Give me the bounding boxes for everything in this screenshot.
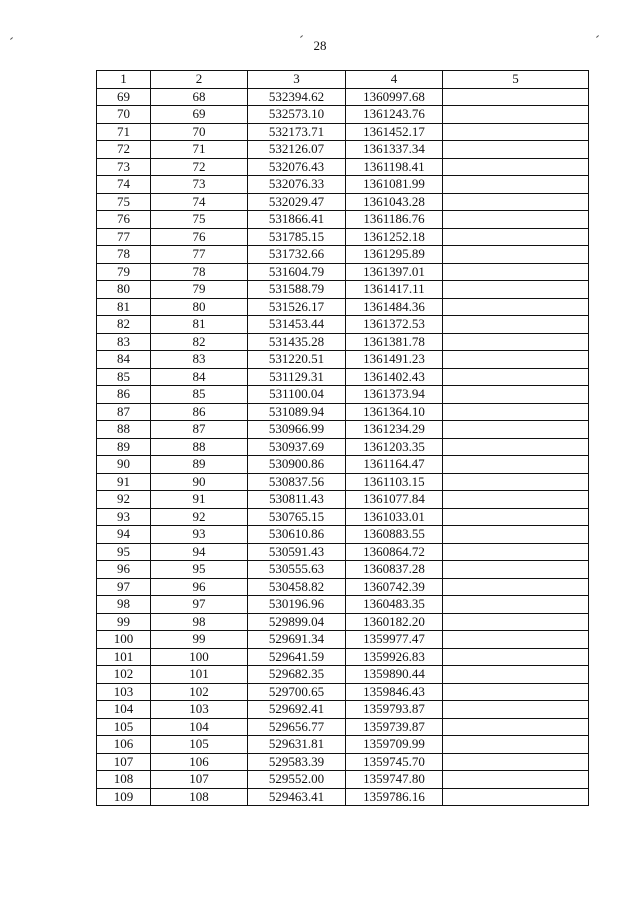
cell-note [443,246,589,264]
table-row [97,351,589,369]
table-row [97,456,589,474]
cell-previous-number: 81 [151,316,248,334]
table-row [97,228,589,246]
cell-point-number: 84 [97,351,151,369]
cell-point-number: 98 [97,596,151,614]
cell-y-coordinate: 1361103.15 [346,473,443,491]
cell-point-number: 79 [97,263,151,281]
cell-x-coordinate: 531435.28 [248,333,346,351]
table-row [97,298,589,316]
cell-y-coordinate: 1361484.36 [346,298,443,316]
column-header: 1 [97,71,151,89]
cell-point-number: 106 [97,736,151,754]
cell-note [443,368,589,386]
table-row [97,193,589,211]
cell-x-coordinate: 530900.86 [248,456,346,474]
cell-previous-number: 79 [151,281,248,299]
table-row [97,561,589,579]
cell-x-coordinate: 530555.63 [248,561,346,579]
table-row [97,141,589,159]
cell-note [443,141,589,159]
cell-y-coordinate: 1361337.34 [346,141,443,159]
cell-point-number: 90 [97,456,151,474]
coordinates-table [96,70,589,806]
cell-x-coordinate: 530765.15 [248,508,346,526]
cell-y-coordinate: 1361381.78 [346,333,443,351]
cell-y-coordinate: 1361043.28 [346,193,443,211]
cell-previous-number: 98 [151,613,248,631]
cell-y-coordinate: 1361364.10 [346,403,443,421]
cell-y-coordinate: 1359739.87 [346,718,443,736]
cell-y-coordinate: 1360864.72 [346,543,443,561]
cell-previous-number: 87 [151,421,248,439]
cell-x-coordinate: 531089.94 [248,403,346,421]
cell-y-coordinate: 1360997.68 [346,88,443,106]
cell-previous-number: 77 [151,246,248,264]
cell-point-number: 107 [97,753,151,771]
cell-point-number: 104 [97,701,151,719]
cell-point-number: 92 [97,491,151,509]
cell-y-coordinate: 1361164.47 [346,456,443,474]
cell-y-coordinate: 1361198.41 [346,158,443,176]
cell-y-coordinate: 1359745.70 [346,753,443,771]
cell-y-coordinate: 1360742.39 [346,578,443,596]
cell-x-coordinate: 530196.96 [248,596,346,614]
cell-note [443,718,589,736]
cell-y-coordinate: 1359977.47 [346,631,443,649]
cell-previous-number: 94 [151,543,248,561]
cell-y-coordinate: 1361203.35 [346,438,443,456]
cell-note [443,386,589,404]
cell-x-coordinate: 531100.04 [248,386,346,404]
table-row [97,211,589,229]
cell-note [443,753,589,771]
table-row [97,648,589,666]
cell-point-number: 80 [97,281,151,299]
cell-previous-number: 90 [151,473,248,491]
cell-y-coordinate: 1361397.01 [346,263,443,281]
table-row [97,718,589,736]
table-row [97,421,589,439]
cell-x-coordinate: 532076.33 [248,176,346,194]
table-row [97,473,589,491]
cell-x-coordinate: 529656.77 [248,718,346,736]
cell-point-number: 69 [97,88,151,106]
cell-x-coordinate: 531129.31 [248,368,346,386]
cell-y-coordinate: 1361491.23 [346,351,443,369]
cell-note [443,666,589,684]
cell-previous-number: 80 [151,298,248,316]
table-row [97,771,589,789]
table-header-row [97,71,589,89]
cell-note [443,298,589,316]
cell-y-coordinate: 1360483.35 [346,596,443,614]
cell-previous-number: 105 [151,736,248,754]
cell-note [443,316,589,334]
cell-y-coordinate: 1361452.17 [346,123,443,141]
cell-y-coordinate: 1359846.43 [346,683,443,701]
cell-previous-number: 84 [151,368,248,386]
cell-previous-number: 88 [151,438,248,456]
cell-previous-number: 107 [151,771,248,789]
cell-note [443,648,589,666]
cell-note [443,683,589,701]
cell-point-number: 73 [97,158,151,176]
cell-note [443,211,589,229]
cell-previous-number: 101 [151,666,248,684]
cell-x-coordinate: 532394.62 [248,88,346,106]
cell-x-coordinate: 530966.99 [248,421,346,439]
cell-x-coordinate: 529700.65 [248,683,346,701]
cell-point-number: 91 [97,473,151,491]
table-row [97,701,589,719]
cell-x-coordinate: 530811.43 [248,491,346,509]
cell-y-coordinate: 1359709.99 [346,736,443,754]
cell-x-coordinate: 531220.51 [248,351,346,369]
cell-point-number: 89 [97,438,151,456]
cell-previous-number: 85 [151,386,248,404]
cell-note [443,158,589,176]
cell-point-number: 95 [97,543,151,561]
cell-note [443,106,589,124]
cell-y-coordinate: 1359926.83 [346,648,443,666]
cell-x-coordinate: 530591.43 [248,543,346,561]
column-header: 3 [248,71,346,89]
cell-note [443,193,589,211]
cell-point-number: 108 [97,771,151,789]
table-row [97,123,589,141]
cell-previous-number: 75 [151,211,248,229]
table-row [97,508,589,526]
cell-previous-number: 70 [151,123,248,141]
cell-point-number: 101 [97,648,151,666]
cell-point-number: 78 [97,246,151,264]
table-row [97,788,589,806]
cell-x-coordinate: 531604.79 [248,263,346,281]
cell-note [443,176,589,194]
cell-x-coordinate: 532029.47 [248,193,346,211]
cell-previous-number: 91 [151,491,248,509]
cell-y-coordinate: 1359793.87 [346,701,443,719]
cell-y-coordinate: 1360182.20 [346,613,443,631]
cell-x-coordinate: 531866.41 [248,211,346,229]
table-row [97,578,589,596]
table-row [97,526,589,544]
cell-x-coordinate: 532173.71 [248,123,346,141]
cell-point-number: 109 [97,788,151,806]
cell-x-coordinate: 530837.56 [248,473,346,491]
cell-note [443,333,589,351]
cell-previous-number: 97 [151,596,248,614]
cell-y-coordinate: 1360883.55 [346,526,443,544]
cell-previous-number: 95 [151,561,248,579]
cell-point-number: 105 [97,718,151,736]
table-row [97,316,589,334]
table-row [97,596,589,614]
cell-point-number: 76 [97,211,151,229]
table-row [97,368,589,386]
cell-point-number: 82 [97,316,151,334]
cell-note [443,736,589,754]
cell-y-coordinate: 1361186.76 [346,211,443,229]
cell-point-number: 74 [97,176,151,194]
cell-previous-number: 100 [151,648,248,666]
cell-point-number: 87 [97,403,151,421]
cell-point-number: 99 [97,613,151,631]
cell-point-number: 83 [97,333,151,351]
table-row [97,438,589,456]
cell-y-coordinate: 1361402.43 [346,368,443,386]
cell-previous-number: 93 [151,526,248,544]
cell-previous-number: 69 [151,106,248,124]
table-row [97,403,589,421]
cell-x-coordinate: 529692.41 [248,701,346,719]
cell-note [443,351,589,369]
cell-note [443,596,589,614]
cell-previous-number: 106 [151,753,248,771]
cell-previous-number: 83 [151,351,248,369]
cell-note [443,631,589,649]
cell-previous-number: 86 [151,403,248,421]
cell-previous-number: 102 [151,683,248,701]
cell-previous-number: 82 [151,333,248,351]
cell-x-coordinate: 530458.82 [248,578,346,596]
cell-x-coordinate: 529641.59 [248,648,346,666]
cell-y-coordinate: 1359890.44 [346,666,443,684]
cell-x-coordinate: 531732.66 [248,246,346,264]
table-row [97,613,589,631]
table-row [97,176,589,194]
cell-x-coordinate: 529583.39 [248,753,346,771]
cell-point-number: 86 [97,386,151,404]
cell-previous-number: 108 [151,788,248,806]
table-row [97,491,589,509]
cell-note [443,438,589,456]
cell-x-coordinate: 529631.81 [248,736,346,754]
cell-y-coordinate: 1359786.16 [346,788,443,806]
cell-previous-number: 76 [151,228,248,246]
table-row [97,246,589,264]
cell-note [443,701,589,719]
cell-x-coordinate: 529691.34 [248,631,346,649]
cell-point-number: 81 [97,298,151,316]
cell-x-coordinate: 529463.41 [248,788,346,806]
cell-x-coordinate: 529552.00 [248,771,346,789]
cell-previous-number: 73 [151,176,248,194]
cell-point-number: 88 [97,421,151,439]
cell-note [443,788,589,806]
table-row [97,263,589,281]
cell-point-number: 75 [97,193,151,211]
cell-note [443,263,589,281]
cell-y-coordinate: 1360837.28 [346,561,443,579]
cell-point-number: 77 [97,228,151,246]
cell-y-coordinate: 1361372.53 [346,316,443,334]
cell-y-coordinate: 1361081.99 [346,176,443,194]
cell-note [443,228,589,246]
cell-note [443,473,589,491]
cell-previous-number: 74 [151,193,248,211]
cell-note [443,403,589,421]
cell-point-number: 94 [97,526,151,544]
cell-y-coordinate: 1361417.11 [346,281,443,299]
cell-note [443,613,589,631]
table-row [97,281,589,299]
cell-x-coordinate: 532126.07 [248,141,346,159]
cell-x-coordinate: 530610.86 [248,526,346,544]
cell-note [443,526,589,544]
cell-y-coordinate: 1361077.84 [346,491,443,509]
cell-previous-number: 92 [151,508,248,526]
cell-point-number: 97 [97,578,151,596]
cell-y-coordinate: 1361243.76 [346,106,443,124]
cell-previous-number: 71 [151,141,248,159]
cell-note [443,578,589,596]
cell-x-coordinate: 529899.04 [248,613,346,631]
cell-x-coordinate: 531785.15 [248,228,346,246]
cell-point-number: 96 [97,561,151,579]
cell-note [443,421,589,439]
cell-previous-number: 99 [151,631,248,649]
cell-x-coordinate: 532573.10 [248,106,346,124]
cell-x-coordinate: 531453.44 [248,316,346,334]
cell-previous-number: 72 [151,158,248,176]
cell-point-number: 100 [97,631,151,649]
cell-x-coordinate: 530937.69 [248,438,346,456]
cell-point-number: 85 [97,368,151,386]
column-header: 4 [346,71,443,89]
cell-point-number: 70 [97,106,151,124]
column-header: 5 [443,71,589,89]
cell-note [443,508,589,526]
cell-previous-number: 78 [151,263,248,281]
table-row [97,631,589,649]
table-row [97,683,589,701]
cell-y-coordinate: 1361033.01 [346,508,443,526]
cell-y-coordinate: 1361252.18 [346,228,443,246]
table-row [97,736,589,754]
cell-x-coordinate: 531588.79 [248,281,346,299]
table-row [97,158,589,176]
cell-y-coordinate: 1359747.80 [346,771,443,789]
table-row [97,333,589,351]
cell-previous-number: 89 [151,456,248,474]
cell-x-coordinate: 529682.35 [248,666,346,684]
column-header: 2 [151,71,248,89]
table-row [97,543,589,561]
cell-point-number: 93 [97,508,151,526]
cell-point-number: 71 [97,123,151,141]
cell-previous-number: 68 [151,88,248,106]
cell-point-number: 72 [97,141,151,159]
cell-x-coordinate: 532076.43 [248,158,346,176]
cell-point-number: 103 [97,683,151,701]
cell-y-coordinate: 1361373.94 [346,386,443,404]
cell-note [443,456,589,474]
cell-previous-number: 96 [151,578,248,596]
table-row [97,753,589,771]
cell-previous-number: 104 [151,718,248,736]
table-row [97,106,589,124]
cell-note [443,281,589,299]
cell-note [443,88,589,106]
cell-note [443,771,589,789]
cell-y-coordinate: 1361295.89 [346,246,443,264]
page-number: 28 [313,38,327,53]
cell-note [443,543,589,561]
cell-point-number: 102 [97,666,151,684]
cell-note [443,491,589,509]
cell-x-coordinate: 531526.17 [248,298,346,316]
cell-note [443,561,589,579]
table-row [97,386,589,404]
table-row [97,666,589,684]
cell-y-coordinate: 1361234.29 [346,421,443,439]
table-body [97,88,589,806]
cell-previous-number: 103 [151,701,248,719]
table-row [97,88,589,106]
cell-note [443,123,589,141]
